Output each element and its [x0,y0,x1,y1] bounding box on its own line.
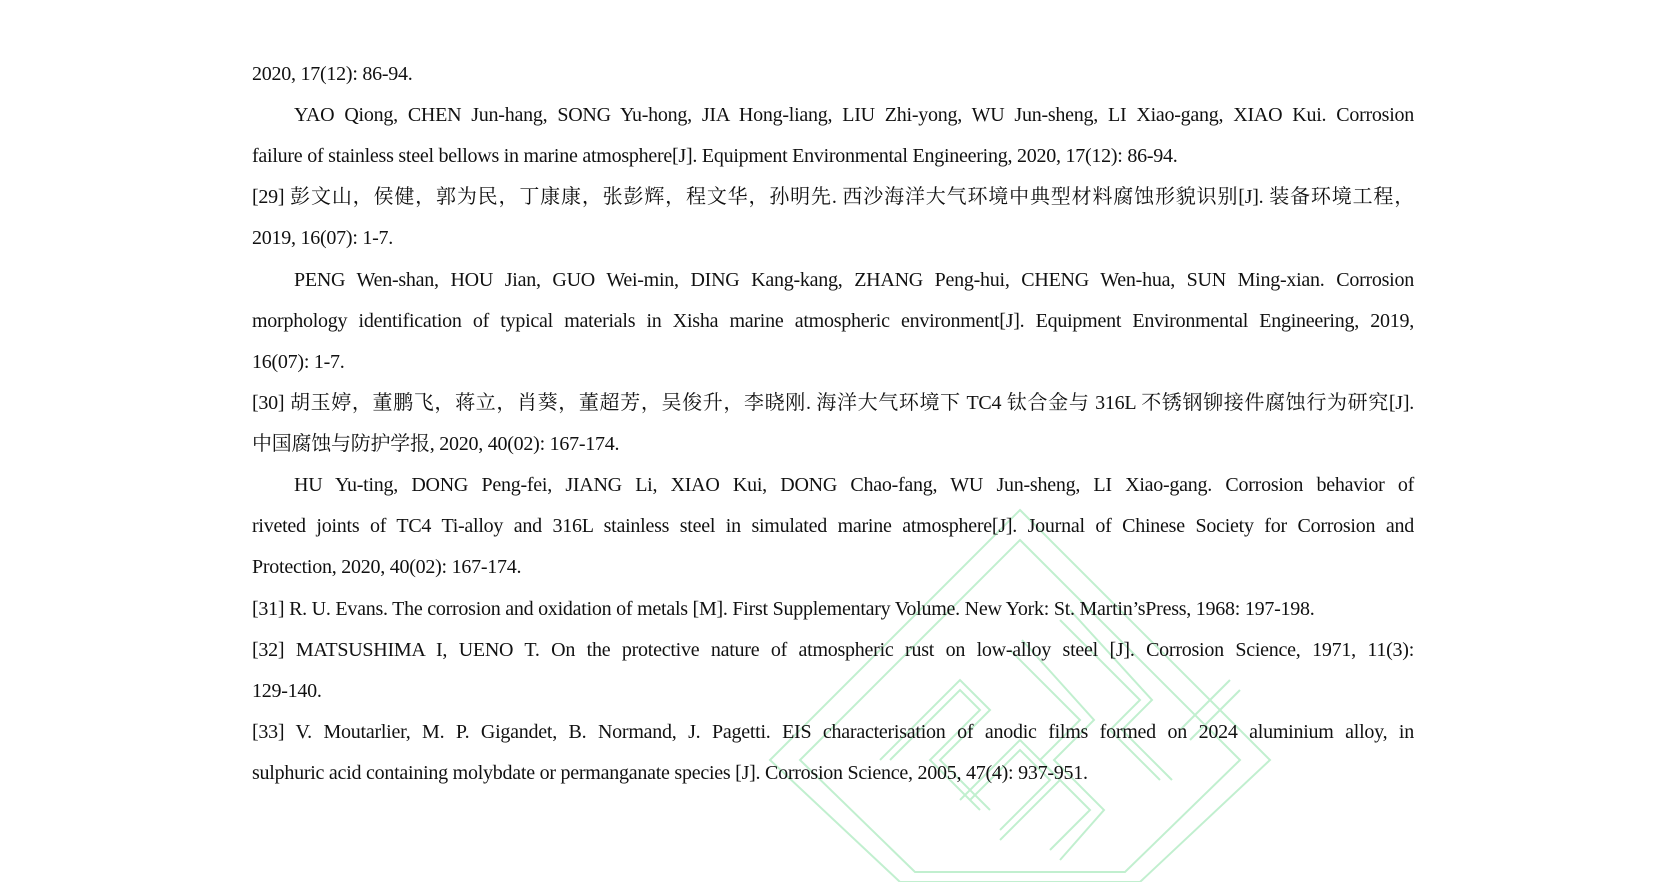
ref-30-chinese-line-2: 中国腐蚀与防护学报, 2020, 40(02): 167-174. [252,433,620,455]
ref-29-chinese-line-1: [29] 彭文山，侯健，郭为民，丁康康，张彭辉，程文华，孙明先. 西沙海洋大气环境中典型材料腐蚀形貌识别[J]. 装备环境工程， [252,186,1414,208]
ref-28-english-line-1: YAO Qiong, CHEN Jun-hang, SONG Yu-hong, JIA Hong-liang, LIU Zhi-yong, WU Jun-sheng, LI Xiao-gang, XIAO Kui. Corrosion [294,104,1414,126]
ref-33-line-1: [33] V. Moutarlier, M. P. Gigandet, B. Normand, J. Pagetti. EIS characterisation of anodic films formed on 2024 aluminium alloy, in [252,721,1414,743]
ref-32-line-1: [32] MATSUSHIMA I, UENO T. On the protective nature of atmospheric rust on low-alloy steel [J]. Corrosion Science, 1971, 11(3): [252,639,1414,661]
ref-30-english-line-1: HU Yu-ting, DONG Peng-fei, JIANG Li, XIAO Kui, DONG Chao-fang, WU Jun-sheng, LI Xiao-gang. Corrosion behavior of [294,474,1414,496]
ref-33-line-2: sulphuric acid containing molybdate or permanganate species [J]. Corrosion Science, 2005, 47(4): 937-951. [252,762,1088,784]
ref-30-english-line-3: Protection, 2020, 40(02): 167-174. [252,556,522,578]
ref-30-english-line-2: riveted joints of TC4 Ti-alloy and 316L stainless steel in simulated marine atmosphere[J]. Journal of Chinese Society for Corrosion and [252,515,1414,537]
ref-32-line-2: 129-140. [252,680,322,702]
ref-31: [31] R. U. Evans. The corrosion and oxidation of metals [M]. First Supplementary Volume. New York: St. Martin’sPress, 1968: 197-198. [252,598,1315,620]
ref-29-english-line-2: morphology identification of typical materials in Xisha marine atmospheric environment[J]. Equipment Environmental Engineering, 2019, [252,310,1414,332]
ref-28-english-line-2: failure of stainless steel bellows in marine atmosphere[J]. Equipment Environmental Engineering, 2020, 17(12): 86-94. [252,145,1178,167]
ref-29-english-line-3: 16(07): 1-7. [252,351,345,373]
ref-29-english-line-1: PENG Wen-shan, HOU Jian, GUO Wei-min, DING Kang-kang, ZHANG Peng-hui, CHENG Wen-hua, SUN Ming-xian. Corrosion [294,269,1414,291]
ref-28-tail: 2020, 17(12): 86-94. [252,63,413,85]
ref-29-chinese-line-2: 2019, 16(07): 1-7. [252,227,394,249]
ref-30-chinese-line-1: [30] 胡玉婷，董鹏飞，蒋立，肖葵，董超芳，吴俊升，李晓刚. 海洋大气环境下 TC4 钛合金与 316L 不锈钢铆接件腐蚀行为研究[J]. [252,392,1414,414]
